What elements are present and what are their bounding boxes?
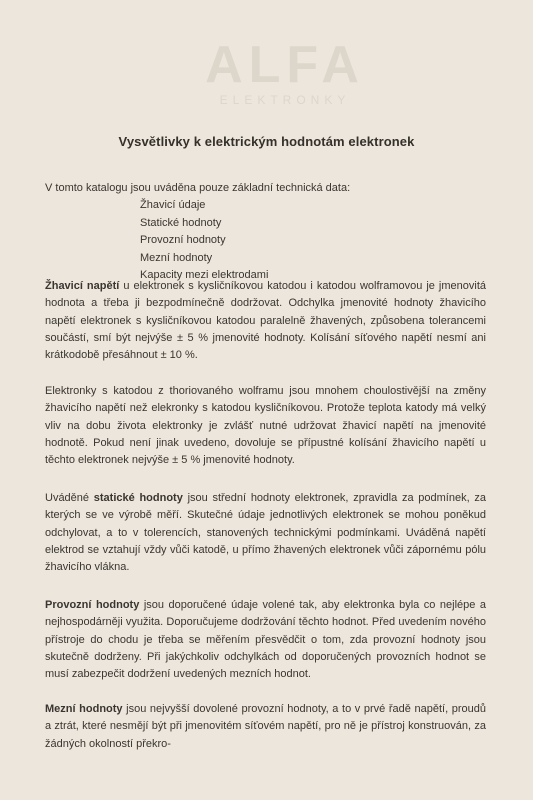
page-title: Vysvětlivky k elektrickým hodnotám elektronek [118,134,415,149]
paragraph-lead: Žhavicí napětí [45,280,120,292]
paragraph-text: jsou nejvyšší dovolené provozní hodnoty, a to v prvé řadě napětí, proudů a ztrát, které nesmějí být při jmenovitém síťovém napětí, pro ně je přístroj konstruován, za žádných okolností překro- [45,703,486,750]
intro-item: Kapacity mezi elektrodami [140,269,269,281]
intro-item: Mezní hodnoty [140,251,213,264]
watermark-main: ALFA [205,36,365,94]
paragraph-lead: Mezní hodnoty [45,703,123,715]
paragraph-mezni-hodnoty [45,701,486,753]
paragraph-staticke-hodnoty [45,490,486,576]
intro-item: Statické hodnoty [140,216,222,229]
paragraph-text: u elektronek s kysličníkovou katodou i katodou wolframovou je jmenovitá hodnota a třeba ji bezpodmínečně dodržovat. Odchylka jmenovité hodnoty žhavicího napětí elektronek s kysličníkovou katodou paralelně žhavených, způsobena tolerancemi součástí, smí být nejvýše ± 5 % jmenovité hodnoty. Kolísání síťového napětí nesmí ani krátkodobě přesáhnout ± 10 %. [45,280,487,362]
alfa-watermark-logo [190,35,380,107]
intro-section [45,180,505,285]
paragraph-lead: statické hodnoty [93,492,183,504]
intro-list [140,197,505,285]
paragraph-provozni-hodnoty [45,597,486,683]
intro-item: Provozní hodnoty [140,234,226,246]
paragraph-text: Elektronky s katodou z thoriovaného wolframu jsou mnohem choulostivější na změny žhavicího napětí než elekronky s katodou kysličníkovou. Protože teplota katody má velký vliv na dobu života elektronky je zvlášť nutné udržovat žhavicí napětí na jmenovité hodnotě. Pokud není jinak uvedeno, dovoluje se přípustné kolísání žhavicího napětí u těchto elektronek nejvýše ± 5 % jmenovité hodnoty. [45,385,486,467]
paragraph-text: jsou střední hodnoty elektronek, zpravidla za podmínek, za kterých se ve výrobě měří. Skutečné údaje jednotlivých elektronek se mohou poněkud odchylovat, a to v tolerencích, stanovených technickými podmínkami. Uváděná napětí elektrod se vztahují vždy vůči katodě, u přímo žhavených elektronek vůči zápornému pólu žhavicího vlákna. [45,492,486,574]
paragraph-thoriovany-wolfram [45,383,486,469]
paragraph-text: jsou doporučené údaje volené tak, aby elektronka byla co nejlépe a nejhospodárněji využita. Doporučujeme dodržování těchto hodnot. Před uvedením nového přístroje do chodu je třeba se měřením přesvědčit o tom, zda provozní hodnoty jsou skutečně dodrženy. Při jakýchkoliv odchylkách od doporučených provozních hodnot se musí zabezpečit dodržení uvedených mezních hodnot. [45,599,486,681]
paragraph-prefix: Uváděné [45,492,94,504]
intro-item: Žhavicí údaje [140,199,206,211]
paragraph-lead: Provozní hodnoty [45,599,140,611]
paragraph-zhavici-napeti [45,278,486,364]
intro-text: V tomto katalogu jsou uváděna pouze základní technická data: [45,182,351,194]
watermark-sub: ELEKTRONKY [219,93,351,107]
